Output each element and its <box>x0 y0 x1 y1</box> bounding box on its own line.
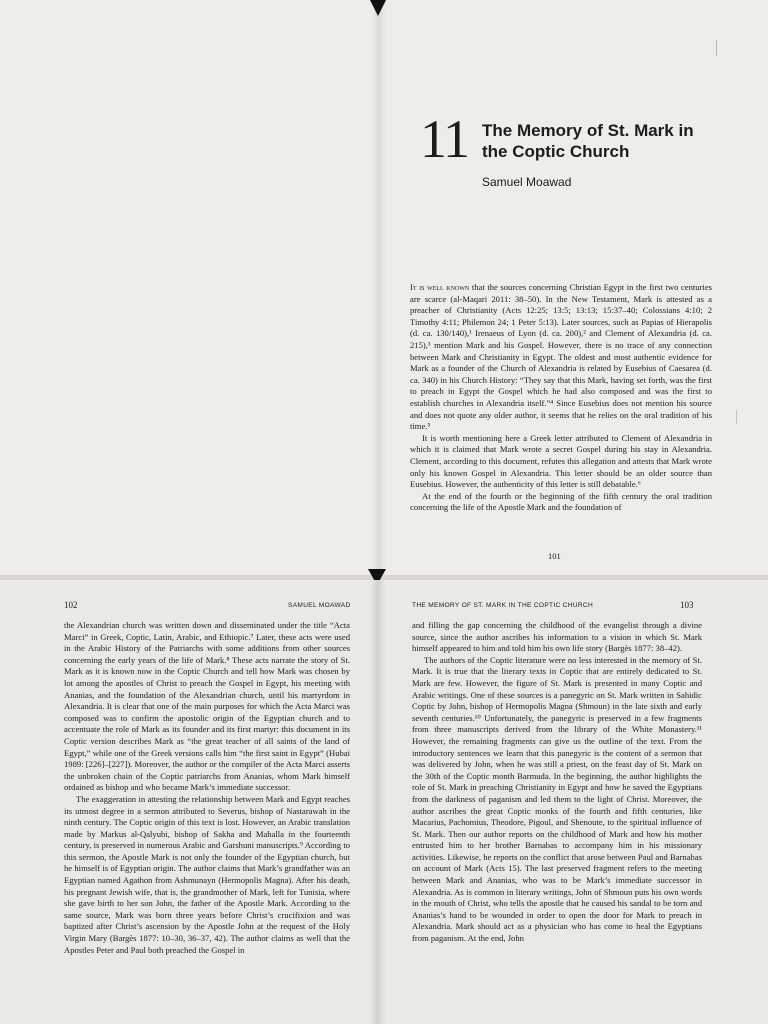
body-paragraph: the Alexandrian church was written down and disseminated under the title “Acta Marci” in Greek, Coptic, Latin, Arabic, and Ethiopic.⁷ Later, these acts were used in the Arabic History of the Patriarchs with some additions from other sources concerning the early years of the life of Mark.⁸ These acts narrate the story of St. Mark as it is known now in the Coptic Church and tell how Mark was chosen by lot among the apostles of Christ to preach the Gospel in Egypt, his meeting with Ananias, and the foundation of the Alexandrian church, until his martyrdom in Alexandria. It is clear that one of the main purposes for which the Acta Marci was composed was to confirm the apostolic origin of the Egyptian church and to accentuate the role of Mark as its founder and its first martyr: this document in its Coptic version describes Mark as “the great teacher of all saints of the land of Egypt,” while one of the Greek versions calls him “the first saint in Egypt” (Hubai 1989: [226]–[227]). Moreover, the author or the compiler of the Acta Marci asserts the unbroken chain of the Coptic patriarchs from Ananias, whom Mark himself ordained as bishop and who became Mark’s immediate successor. <box>64 620 350 793</box>
fold-marker-icon <box>370 0 386 16</box>
scan-artifact <box>736 410 741 424</box>
body-paragraph: The exaggeration in attesting the relationship between Mark and Egypt reaches its utmost degree in a sermon attributed to Severus, bishop of Nastarawah in the ninth century. The Coptic origin of this text is lost. However, an Arabic translation made by Markus al-Qalyubi, bishop of Sakha and Mahalla in the fourteenth century, is preserved in numerous Arabic and Garshuni manuscripts.⁹ According to this sermon, the Apostle Mark is not only the founder of the Egyptian church, but he himself is of Egyptian origin. The author claims that Mark’s grandfather was an Egyptian named Agathon from Ashmunayn (Hermopolis Magna). After his death, his pregnant Jewish wife, that is, the grandmother of Mark, left for Tunisia, where she gave birth to her son John, the father of the Apostle Mark. According to the same source, Mark was born three years before Christ’s crucifixion and was baptized after Christ’s ascension by the Apostle John at the request of the Holy Virgin Mary (Bargès 1877: 10–30, 36–37, 42). The author claims as well that the Apostles Peter and Paul both preached the Gospel in <box>64 793 350 955</box>
right-page-body <box>412 620 702 945</box>
book-gutter <box>372 0 386 575</box>
page-number: 102 <box>64 600 78 610</box>
page-number: 103 <box>680 600 694 610</box>
chapter-author: Samuel Moawad <box>482 175 572 189</box>
bottom-page-spread <box>0 580 768 1024</box>
running-head: THE MEMORY OF ST. MARK IN THE COPTIC CHURCH <box>412 602 594 609</box>
body-paragraph: The authors of the Coptic literature were no less interested in the memory of St. Mark. It is true that the literary texts in Coptic that are entirely dedicated to St. Mark are few. However, the figure of St. Mark is presented in many Coptic and Arabic writings. One of these sources is a panegyric on St. Mark written in Sahidic Coptic by John, bishop of Hermopolis Magna (Shmoun) in the late sixth and early seventh centuries.¹⁰ Unfortunately, the panegyric is preserved in a few fragments from three manuscripts derived from the library of the White Monastery.¹¹ However, the remaining fragments can give us the outline of the text. From the introductory sentences we learn that this panegyric is the content of a sermon that was delivered by John, when he was still a priest, on the feast day of St. Mark on the 30th of the Coptic month Barmuda. In the beginning, the author highlights the role of St. Mark in preaching Christianity in Egypt and how he saved the Egyptians from the darkness of paganism and led them to the light of Christ. Moreover, the author ascribes the great Coptic monks of the fourth and fifth centuries, like Macarius, Pachomius, Theodore, Pigoul, and Shenoute, to the spiritual influence of St. Mark. Then our author reports on the childhood of Mark and how his mother entrusted him to her brother Barnabas to accompany him in his missionary activities. Likewise, he reports on the conflict that arose between Paul and Barnabas on account of Mark (Acts 15). The last preserved fragment refers to the meeting between Mark and Ananias, who was to be Mark’s immediate successor in Alexandria. As is common in literary writings, John of Shmoun puts his own words in the mouth of Christ, who tells the apostle that he caused his sandal to be torn and Ananias’s hand to be wounded in order to open the door for Mark to preach in Alexandria. Mark should act as a physician who has come to heal the Egyptians from paganism. At the end, John <box>412 654 702 944</box>
scan-artifact <box>716 40 721 56</box>
body-paragraph: It is worth mentioning here a Greek letter attributed to Clement of Alexandria in which it is claimed that Mark wrote a secret Gospel during his stay in Alexandria. Clement, according to this document, refutes this allegation and attests that Mark wrote only his known Gospel in Alexandria. This letter should be an older source than Eusebius. However, the authenticity of this letter is still debatable.⁶ <box>410 432 712 490</box>
body-paragraph <box>410 282 712 433</box>
body-paragraph: and filling the gap concerning the childhood of the evangelist through a divine source, since the author ascribes his information to a vision in which St. Mark himself appeared to him and told him his own life story (Bargès 1877: 38–42). <box>412 620 702 654</box>
chapter-body <box>410 282 712 514</box>
chapter-title: The Memory of St. Mark in the Coptic Church <box>482 121 694 161</box>
running-head: SAMUEL MOAWAD <box>288 602 351 609</box>
left-page-body <box>64 620 350 956</box>
paragraph-text: that the sources concerning Christian Egypt in the first two centuries are scarce (al-Maqari 2011: 38–50). In the New Testament, Mark is attested as a preacher of Christianity (Acts 12:25; 13:5; 13:13; 15:37–40; Colossians 4:10; 2 Timothy 4:11; Philemon 24; 1 Peter 5:13). Later sources, such as Papias of Hierapolis (d. ca. 130/140),¹ Irenaeus of Lyon (d. ca. 200),² and Clement of Alexandria (d. ca. 215),³ mention Mark and his Gospel. However, there is no trace of any connection between Mark and Christianity in Egypt. The oldest and most authentic evidence for Mark as a founder of the Church of Alexandria is related by Eusebius of Caesarea (d. ca. 340) in his Church History: “They say that this Mark, having set forth, was the first to preach in Egypt the Gospel which he had also composed and was the first to establish churches in Alexandria itself.”⁴ Since Eusebius does not mention his source and does not quote any older author, it seems that he relies on the oral tradition of his time.⁵ <box>410 282 712 432</box>
book-gutter <box>370 580 386 1024</box>
lead-in-text: It is well known <box>410 282 470 292</box>
body-paragraph: At the end of the fourth or the beginning of the fifth century the oral tradition concerning the life of the Apostle Mark and the foundation of <box>410 490 712 513</box>
chapter-number: 11 <box>420 109 468 169</box>
page-number: 101 <box>548 551 561 561</box>
